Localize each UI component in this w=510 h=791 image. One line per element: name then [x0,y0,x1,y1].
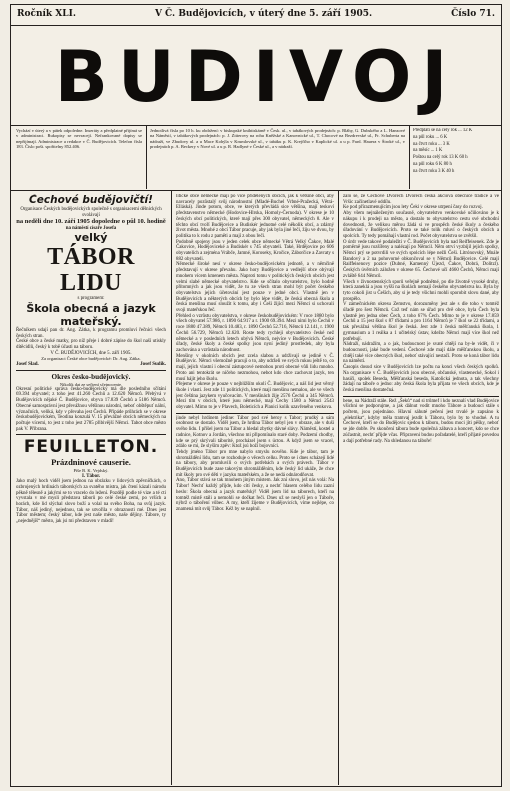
dateline [17,9,495,23]
causerie-author: Píše B. K. Vejdský. [73,468,109,474]
article-paragraph: liticke obce německé mají po více přidělených obcích, jak k většině obcí, aby navracely pozůstalý svůj národnostní (Mladé-Buchel Vrbné-Pražecká, Větrá-Elláská). Jinde potom, obce, ve kterých převládá sice většina, mají teskoví představenstvo německé (Hodovice-Hlrska, Homoly-Černoda). V okrese je 10 českých obcí politických, které mají přes 300 obyvatel, německých 8. Ale v těchto obcí tvoří Budějovice a Budiskér jednotné celé několik obcí, a zdárný život města. Mnohé z obcí Tábor pracuje, aby jak byla jiné řeči, žiju ve dvou, by politika to k rodu z paměti a mají z obou řeči. [176,194,334,239]
article-paragraph: Podobně spojeny jsou v jeden celek obce německé Větrá Velký Čakov, Malé Čakovice, Hodějoviceké a Budiskér s 745 obyvateli. Také, Hrdějovice po 606 obyvatelích a zejména Vrábče, Jamné, Koroseky, Kročice, Záborčice a Zavraty s 882 obyvateli. [176,239,334,262]
article-paragraph: Časopis dosud sice v Budějovicích lze počtu na konci všech českých spolků. Na organisace v Č. Budějovicích jsou obecné, občanské, vlastenecké, Sokol i hasiči, spolek Beseda, Měšťanská beseda, Katolická jednota, a tak všechny žádají na táboře o jedno: aby česká škola byla přijata ve všech obcích, kde je česká menšina dostatečná. [343,365,499,393]
header-publishing-info: Vychází v úterý a v pátek odpoledne. Inseráty a předplatné přijímá se v administraci. Rukopisy se nevracejí. Nefrankované dopisy se nepřijímají. Administrace a redakce v Č. Budějovicích. Telefon čísla 183. Číslo pošt. spořitelny 852.406. [16,128,142,149]
newspaper-page [10,4,502,787]
feuilleton-rule [343,396,499,397]
feuilleton-body: Jako malý hoch viděl jsem jednou na obrázku v lidových zpěvníčkách, o ozbrojených hrdinách táborských za svatého mistra, jak čtení kázali národu pěkně tělesně a jakými se to vracelo do ležení. Později podle té vize a té cti vyvstala v mé mysli představa táborů po celé české zemi, po vrších a horách, kde lid slýchal slovo boží a volal na svého Boha, na svůj jazyk. Tábor, náš jediný, nejednou, tak se utvořila v obraznosti mé. Dnes jest Tábor městem; český tábor, kde jest naše město, naše dějiny. Tábore, ty „nejednějíš“ město, jak jsi mi představen v mladí! [16,479,166,525]
volume-label: Ročník XLI. [17,9,76,19]
article-paragraph: Aby všem nejnáleženým současně, obyvatelstvo venkovské učiňováno je k nákupu i k prodeji na město, a dostalo to obyvatelstvo cestu své obchodní dovednosti, že velikou měrou žádá si ve prospěch české školy a českého úřadování v Budějovicích. Proto se také tolik mluví o českých obcích a spolcích. Ty tedy pomáhají vlastní rod. Počet obyvatelstva se zvětšil. [343,211,499,239]
organizer-line: Za organisaci České obce budějovické: Dr. Aug. Zátka. [41,356,141,362]
rally-date: na neděli dne 10. září 1905 dopoledne o půl 10. hodině [16,218,166,226]
masthead-title: BUDIVOJ [54,36,458,118]
okres-subheading: Nikolik dat ze sečtení sčetnocenie. [59,381,123,387]
column-2 [176,194,334,782]
rally-title: TÁBOR LIDU [47,244,135,297]
okres-body: Okresní politické správa česko-budějovický má dle posledního sčítání 69.394 obyvatel; z toho jest 41.260 Čechů a 12.620 Němců. Přebývá v Budějovicích nějaké Č. Budějovice, obyva 17.839 Čechů a 5186 Němců. Obecné samosprávní jest převážnou většinou národní, neboť obštěpuť nální, význačních, veliká, kdy v převaha jest Čechů. Přípáde průhrách se v okrese českobudějovickém, Teodina konzulá V. 15 převážné obcích německých na počtuje vícemi, to jest z toho jest 2785 přibivější Němci. Tabot obce město pak V. Přibrana. [16,386,166,432]
price-row: na čtvrt roku ... 3 K [413,141,450,147]
feuilleton-rule [176,413,334,414]
feuilleton-paragraph: Tehdy jméno Tábor pro mne nabylo smyslu nového. Kde je tábor, tam je shromáždění lidu, tam se rozhoduje o věcech celku. Proto se i dnes scházejí lidé na tábory, aby promluvili o svých potřebách a svých právech. Tábor v Budějovicích bude zase takovým shromážděním, kde český lid ukáže, že chce mít školy pro své děti v jazyku mateřském, a že se nedá odnárodňovat. [176,449,334,478]
header-bottom-rule [11,190,501,191]
header-divider-left [146,126,147,189]
section-rule [16,370,166,371]
masthead-rule [11,125,501,126]
issue-number: Číslo 71. [451,9,495,19]
article-paragraph: zalo se, že Čechové Dvorech Dvorech česká akciová obecnice tradice a ve Vršic začínetlavé oddílu. [343,194,499,205]
article-paragraph: Všech v živnostenských sporů veřejně podnětné, po dle životně vysoké druhy, která zaneklá a jsou vyšší na školách nemají českého obyvatelstva ku. Byla by tyto cokoli jist u Češích, aby si je tedy všichni mohli sporobit slovu dané, aby prospělo. [343,279,499,302]
article-paragraph: V zámečnickém okresu Zemstvo, dorozuměny jest ale s dle toho v tomtéž úřadě pro šest Němců. Což teď nám se úřad pro dvě obce, byla Čech byla vlastně jen jedna obec Čech, z toho 67% Čech. Mimo to je v okrese 17.859 Čechů a 15 jest škol s 87 třídami a pro 1164 Němců je 7 škol se 22 třídami, a tak převážná většina škol je česká. Jest zde 1 česká měšťanská škola, 1 gymnasium a 1 reálka a 1 učitelský ústav, kdežto Němci mají více škol než potřebují. [343,302,499,342]
rally-velky: velký [74,231,108,245]
okres-heading: Okres česko-budějovický. [51,372,131,381]
causerie-title: Prázdninové causerie. [51,457,131,468]
feuilleton-paragraph: bene, na Nádraží stále. Rež „Šeků“ nad si trůmef i kdo neznalí vlad Budějovice všichni se podporujme, a jak dálnut vodit mnoho Tábore a budoucí stále s počtem, jsou pojednáno. Hlavní sáhuté pečení jest trvalé je zapsáno k „elektrika“, kdyby měla tramvaj jezdit k Táboru, bylo by to vhodné. A tu Čechové, kteří se do Budějovic sjedou k táboru, budou moci jíti pěšky, neboť se jde dobře. Po skončení tábora bude společná zábava a koncert, kdo se chce zúčastnit, nechť přijde včas. Připraveni budou pořadatelé, kteří přijaté povedou a dají potřebné rady. Na shledanou na táboře! [343,398,499,444]
article-paragraph: O úrdr vede takové podaležiti v Č. Budějovicích byla nad Reiffeisenek. Zde je poměrně jsou rozšířeny a nalézají po Němcil. Něm otrví vyzbijil jejich spolky, Němci prý se potvrdili ve svých spolcích lépe nežli Češi. Litrónovský, Mnále Bandový a 2 na pohovorné obkončoval se v Němců Budějovice. Celé mají Raiffeisenovy pozice (Dubné, Kamenný Újezd, Čakov, Dobrá, Dolitzl). Českých úvěrních záložen v okrese 65. Čechové učí 4660 Čechů, Němci mají zvláště 644 Němců. [343,239,499,279]
rally-place: na náměstí císaře Josefa [65,226,117,232]
article-paragraph: Německé široké nesí v okrese česko-budějovickém jednotě, a v němčině představují v okrese převahu. Jako hory Budějovice a vedlejší obce obývají mnohem vícem kmenem města. Naproti tomu v politických českých obcích jest velmi slabé německé obyvatelstvo. Kde se sčítalo obyvatelstvo, bylo hodně přítomných a jak jsou vidět, že tu ze všech stran mohl být počet českého obyvatelstva jejich účetování jest pouze v jedné obci. Vlastně jen v Budějovicích a některých obcích by bylo lépe vidět, že česká obecná škola a česká menšina musí sloužit k tomu, aby i Češi žijící mezi Němci si uchovali svoji mateřskou řeč. [176,262,334,314]
program-topic: Škola obecná a jazyk mateřský. [26,301,156,328]
feuilleton-heading: FEUILLETON. [23,437,159,458]
appeal-body: České obce a české matky, pro níž přeje i dobré zápise do škol naší utiskly dítěcidlů, český k tobě účasti na táboru. [16,339,166,350]
column-divider-1 [171,191,172,785]
feuilleton-paragraph: jinde nebyl hrdinem jedine: Tábor pod své heroy s Tabor; prudký a sám osobnost se dostalo. Viděl jsem, že hrdina Tábor nebyl jen v obraze, ale v duši svého lidu. I přišel jsem na Tábor a hledal zbytky dávné slávy. Náměstí, kostel a radnice, Kotnov a Jordán, všechno mi připomínalo staré doby. Podzemí chodby, kde se prý skrývali táborité, procházel jsem s úctou. A když jsem se vracel, zdálo se mi, že slyším zpěv: Ktož jsú boží bojovníci. [176,415,334,450]
column-3 [343,194,499,782]
header-divider-right [409,126,410,189]
column-divider-2 [338,191,339,785]
price-row: na půl roku 6 K 80 h [413,161,452,167]
subscription-prices [413,128,499,188]
price-row: Předplatí se na celý rok ... 12 K [413,128,473,133]
appeal-heading: Čechové budějovičtí! [29,194,153,206]
signature-right: Josef Sudík. [140,361,166,367]
signatures [16,362,166,368]
causerie-section: I. Tábor. [81,473,101,479]
article-paragraph: Přehled o vzrůstu obyvatelstva, v okrese českobudějovickém: V roce 1880 bylo všech obyvatel 57.986, r. 1890 64.917 a r. 1900 69.394. Mezi nimi bylo Čechů v roce 1880 47.389, Němců 10.483, r. 1890 Čechů 52.716, Němců 12.141, r. 1900 Čechů 56.729, Němců 12.620. Roste tedy rychleji obyvatelstvo české než německé a v posledních letech ubývá Němců, nejvíce v Budějovicích. České úřady, české školy a české spolky jsou nyní jediný prostředek, aby byla zachována a vzrůstala národnost. [176,313,334,353]
column-1 [16,194,166,782]
appeal-intro: Organisace Českých budějovických společně s organisacemi dělnických svolávají [20,207,162,218]
issue-date: V Č. Budějovicích, v úterý dne 5. září 1905. [154,9,373,19]
article-paragraph: Nádraží, nádražím, a o jak, budoucnost je svaté chtějí na by-le vidět, či v budoucnosti, jaké bude vedení. Čechové zde mají dále měšťanskou školu, a chtějí také více obecných škol, neboť stávající nestačí. Proto se koná tábor lidu na náměstí. [343,342,499,365]
signature-left: Josef Slad. [16,361,39,367]
article-paragraph: Ke pod přírazmenujícím jsou lety Čeki v okrese utrpení časy do rozvoj. [343,205,483,211]
price-row: na měsíc ... 1 K [413,148,443,154]
top-rule [11,25,501,26]
header-sales-points: Jednotlivá čísla po 10 h. ku obdržení: v biskupské knihtiskárně v Česk. ul., v tabákových prodejnách: p. Bláhy, G. Dubského a L. Hanzové na Náměstí, v tabákových prodejnách: p. J. Zitterovy na rohu Kněžské a Kanovnické ul., T. Chocové na Bezdrevské ul., Fr. Schuberta na nádraží, ve Zbudovy ul. a u Mace Kohýla v Krumlovské ul., v tabáku p. K. Krejčího v Kaplické ul. a u p. Fard. Hauera v Široké ul., v prodejnách p. A. Beckery v Nové ul. a u p. R. Hadlyné v České ul., a v nádraží. [150,128,405,149]
feuilleton-paragraph: Ano, Tábor stává se tak mnohem jiným místem. Jak zní slovo, jež nás volá: Na Tábor! Nechť každý přijde, kdo cítí česky, a nechť hlasem celého lidu zazní heslo: Škola obecná a jazyk mateřský! Viděl jsem lid na táborech, kteří na tomtéž místě stáli a nemohli se dočkat řeči. Dnes už se neslyší jen o Táboře, nýbrž o táboření vůbec. A my, kteří žijeme v Budějovicích, víme nejlépe, co znamená mít svůj Tábor. Kéž by se naplnil. [176,478,334,512]
price-row: na čtvrt roku 3 K 40 h [413,168,455,174]
program-label: s programem: [77,296,105,302]
price-row: na půl roku ... 6 K [413,134,448,140]
article-paragraph: Přejeme v okrese je pouze v nejbližším okolí Č. Budějovic, a náš lid jest věrný škole i vlasti. Jest zde 11 politických, které mají menšinu nemalou, ale ve všech jest čeština jazykem vyučovacím. V menšinách žije 2576 Čechů a 345 Němců. Mezi tím v obcích, které jsou německé, mají Čechy 1580 a Němci 2543 obyvatel. Mimo to je v Plavech, Boleticích a Planici kolik uzavřeného venkova. [176,382,334,411]
feuilleton-rule [16,434,166,435]
speaker-note: Řečníkem udají pan dr. Ang. Zátka, k programu promluví řečníci všech českých stran. [16,327,166,339]
article-paragraph: Menšiny v okolních obcích jest zcela slabou a udrživají se jedině v Č. Budějovic. Němci všemožně pracují o to, aby udrželi ve svých rukou ještě to, co mají, jejich vlastní i obecní zástupcové nemohou proti obecné vůli lidu mnoho. Proto ani tentokrát se ničeho nezmohou, nebot kdo chce zachovat jazyk, ten musí hájit jeho školu. [176,353,334,382]
price-row: Poštou na celý rok 13 K 60 h [413,155,468,161]
appeal-place-date: V Č. BUDĚJOVICÍCH, dne 5. září 1905. [50,350,132,356]
